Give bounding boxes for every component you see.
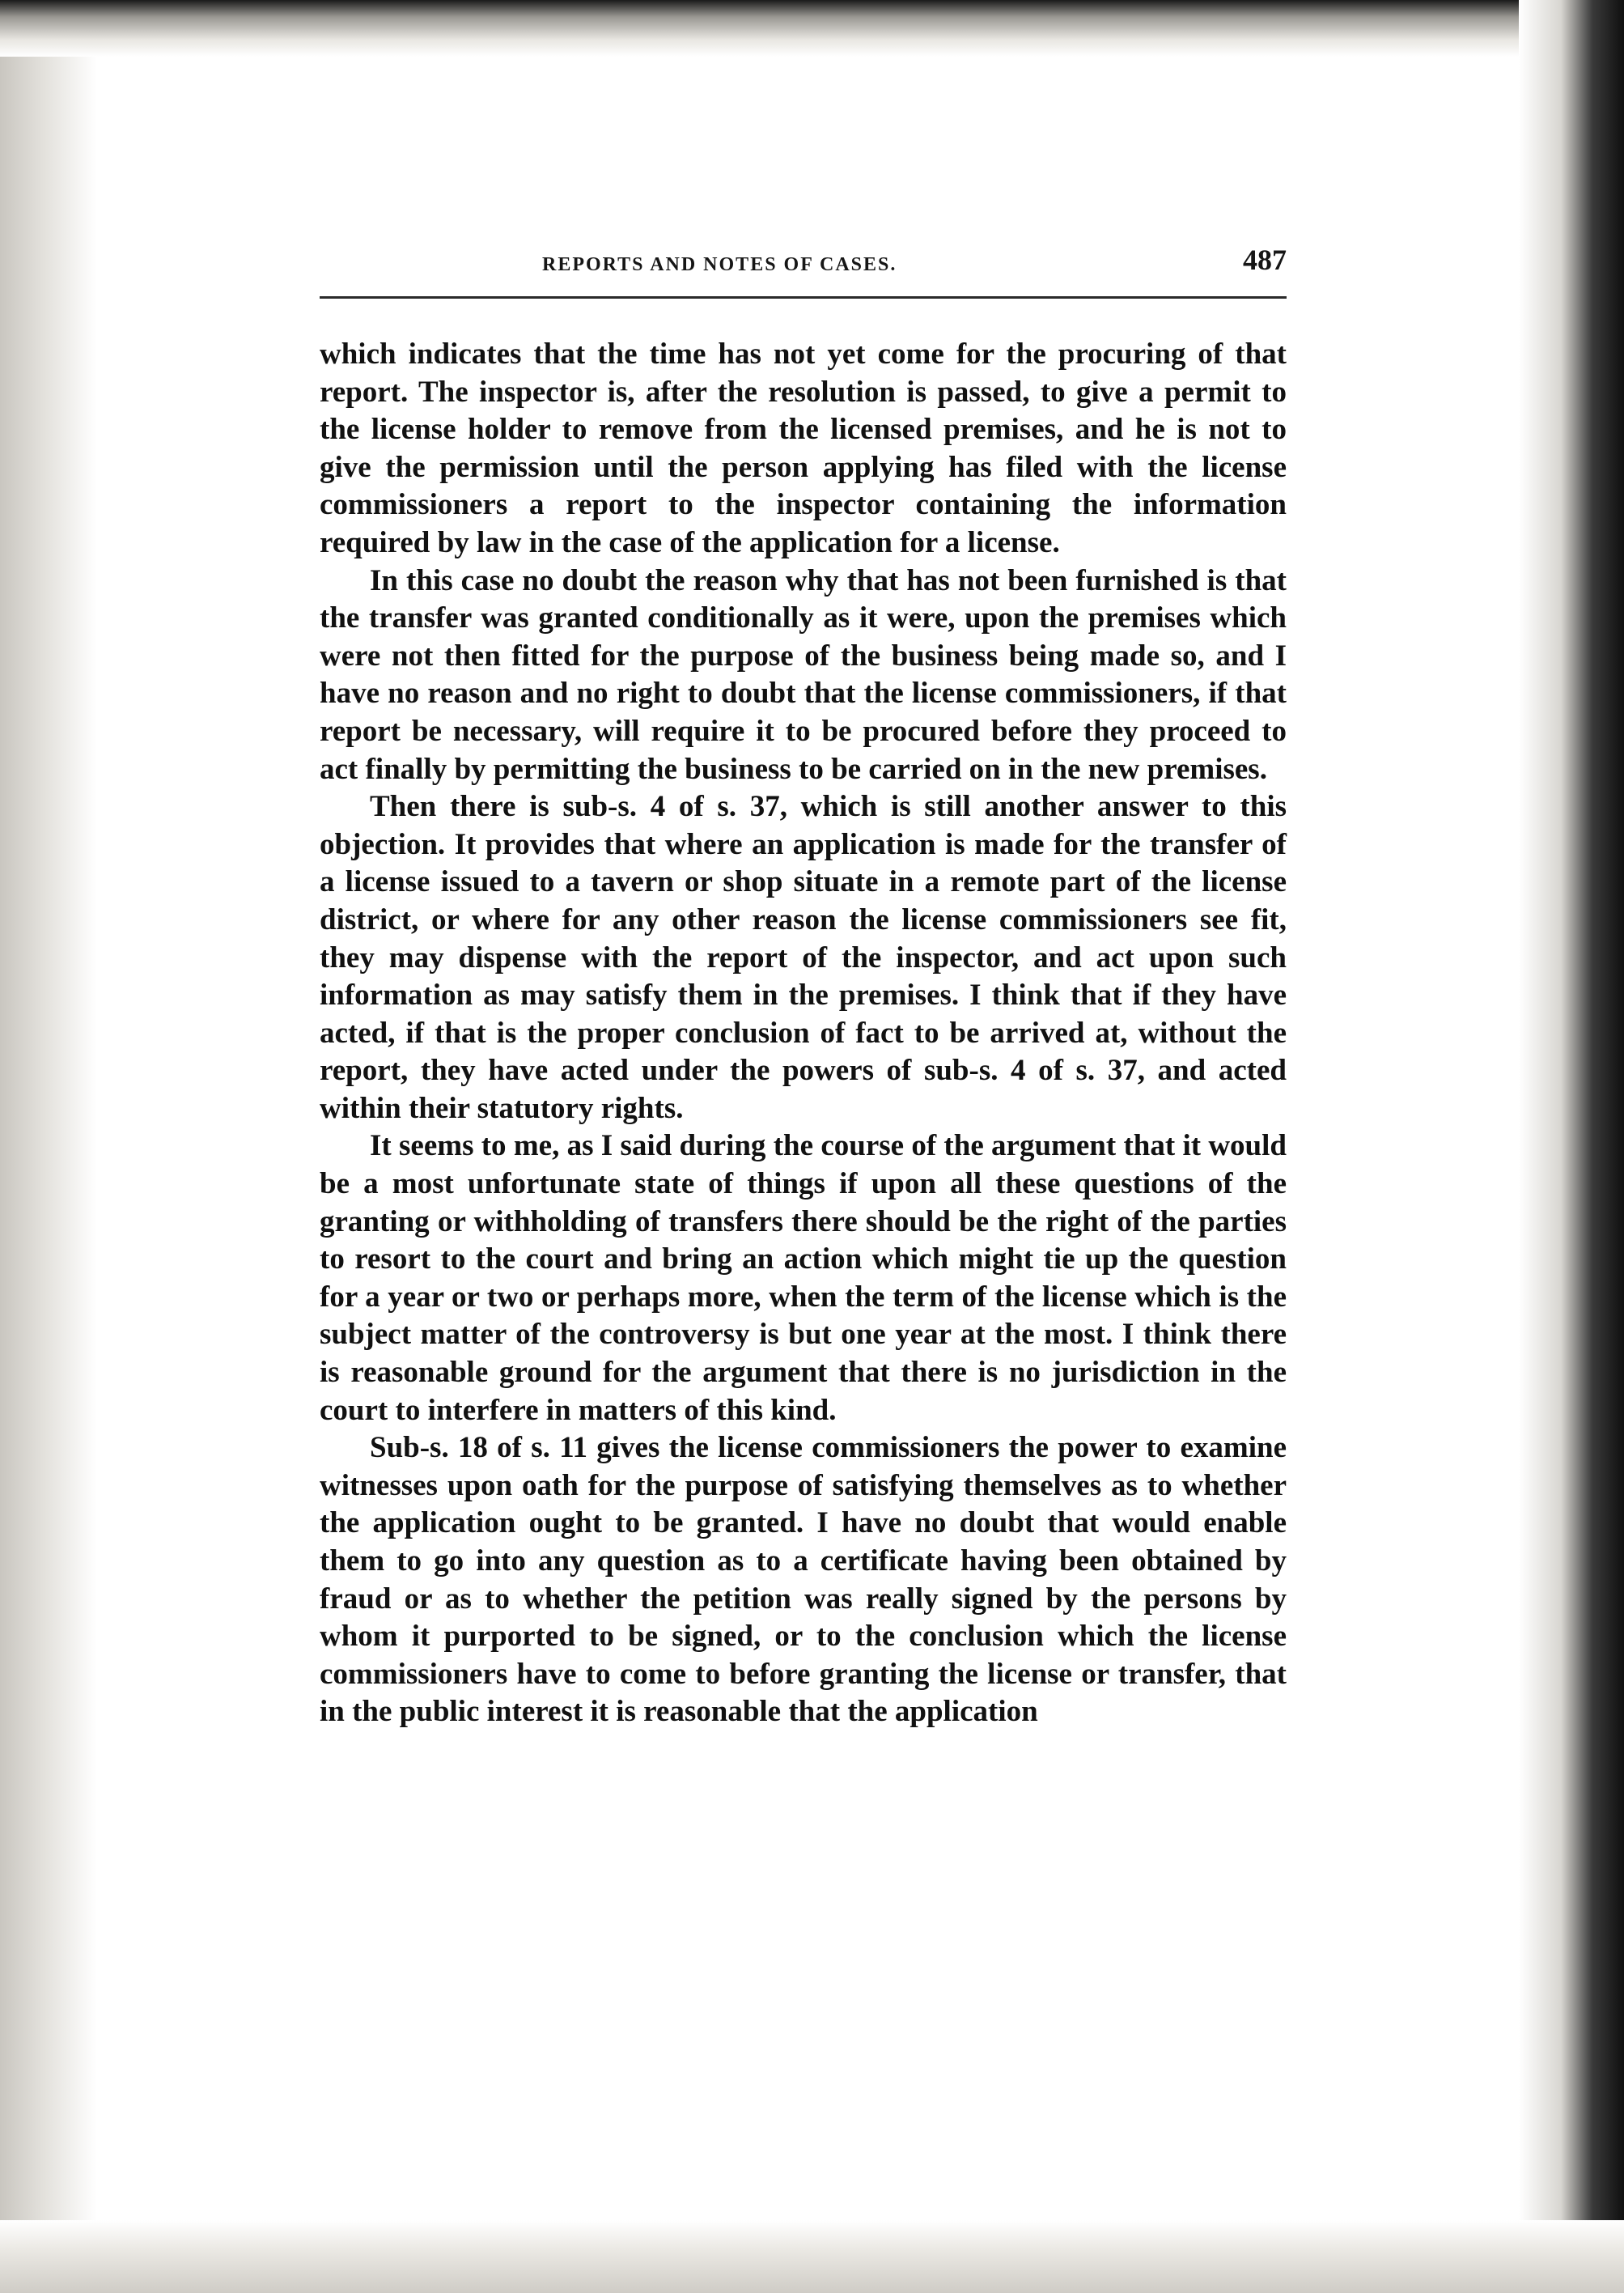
page-header: [320, 243, 1287, 291]
running-head: REPORTS AND NOTES OF CASES.: [542, 254, 897, 275]
scan-edge-right: [1519, 0, 1624, 2293]
paragraph-3: Then there is sub-s. 4 of s. 37, which is still another answer to this objection. It provides that where an application is made for the transfer of a license issued to a tavern or shop situate in a remote part of the license district, or where for any other reason the license commissioners see fit, they may dispense with the report of the inspector, and act upon such information as may satisfy them in the premises. I think that if they have acted, if that is the proper conclusion of fact to be arrived at, without the report, they have acted under the powers of sub-s. 4 of s. 37, and acted within their statutory rights.: [320, 790, 1287, 1125]
body-text: [320, 336, 1287, 1731]
scan-edge-left: [0, 0, 97, 2293]
paragraph-4: It seems to me, as I said during the course of the argument that it would be a most unfortunate state of things if upon all these questions of the granting or withholding of transfers there should be the right of the parties to resort to the court and bring an action which might tie up the question for a year or two or perhaps more, when the term of the license which is the subject matter of the controversy is but one year at the most. I think there is reasonable ground for the argument that there is no jurisdiction in the court to interfere in matters of this kind.: [320, 1129, 1287, 1427]
scan-edge-bottom: [0, 2220, 1624, 2293]
header-rule: [320, 296, 1287, 299]
paragraph-5: Sub-s. 18 of s. 11 gives the license commissioners the power to examine witnesses upon oath for the purpose of satisfying themselves as to whether the application ought to be granted. I have no doubt that would enable them to go into any question as to a certificate having been obtained by fraud or as to whether the petition was really signed by the persons by whom it purported to be signed, or to the conclusion which the license commissioners have to come to before granting the license or transfer, that in the public interest it is reasonable that the application: [320, 1431, 1287, 1729]
paragraph-1: which indicates that the time has not yet come for the procuring of that report. The inspector is, after the resolution is passed, to give a permit to the license holder to remove from the licensed premises, and he is not to give the permission until the person applying has filed with the license commissioners a report to the inspector containing the information required by law in the case of the application for a license.: [320, 338, 1287, 559]
paragraph-2: In this case no doubt the reason why that has not been furnished is that the transfer was granted conditionally as it were, upon the premises which were not then fitted for the purpose of the business being made so, and I have no reason and no right to doubt that the license commissioners, if that report be necessary, will require it to be procured before they proceed to act finally by permitting the business to be carried on in the new premises.: [320, 563, 1287, 786]
page-number: 487: [1243, 244, 1287, 276]
scan-edge-top: [0, 0, 1624, 57]
